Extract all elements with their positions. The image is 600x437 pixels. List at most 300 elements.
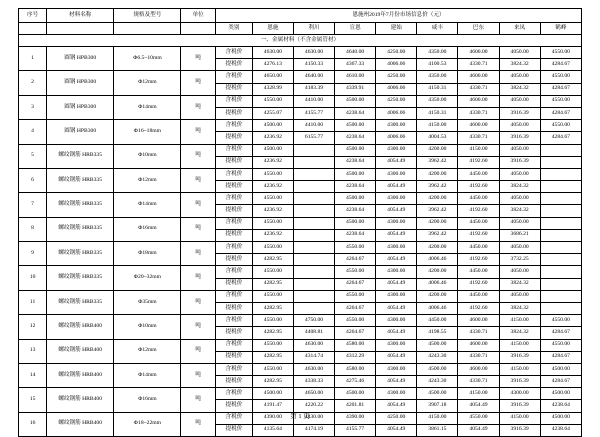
price-cell: 4054.49	[376, 205, 417, 217]
price-cell: 4314.74	[293, 351, 334, 363]
price-cell: 4054.49	[376, 302, 417, 314]
price-cell: 4328.99	[252, 83, 293, 95]
blank-num	[19, 23, 47, 35]
price-cell: 4300.00	[376, 120, 417, 132]
row-unit: 吨	[181, 120, 216, 144]
price-cell: 4550.00	[540, 95, 581, 107]
row-unit: 吨	[181, 363, 216, 387]
price-cell: 4300.00	[376, 266, 417, 278]
price-cell: 4500.00	[417, 363, 458, 375]
price-cell: 4500.00	[335, 388, 376, 400]
price-cell: 4630.00	[252, 47, 293, 59]
table-row	[19, 363, 582, 375]
row-material-name: 螺纹钢筋 HRB335	[47, 144, 114, 168]
price-cell: 4238.64	[335, 181, 376, 193]
price-cell: 3962.42	[417, 156, 458, 168]
row-number: 15	[19, 388, 47, 412]
col-header-num: 序号	[19, 9, 47, 23]
price-type-label: 提税价	[216, 278, 253, 290]
price-cell: 4150.33	[293, 59, 334, 71]
price-cell: 4450.00	[458, 217, 499, 229]
price-cell: 4550.00	[252, 266, 293, 278]
price-cell: 4650.00	[293, 388, 334, 400]
row-material-name: 螺纹钢筋 HRB335	[47, 217, 114, 241]
price-cell: 4255.07	[252, 107, 293, 119]
row-material-name: 圆钢 HPB300	[47, 95, 114, 119]
price-type-label: 提税价	[216, 181, 253, 193]
row-spec: Ф18mm	[114, 242, 181, 266]
price-cell: 4236.92	[252, 205, 293, 217]
price-type-label: 提税价	[216, 205, 253, 217]
col-header-city-enshi: 恩施	[252, 23, 293, 35]
price-cell: 4600.00	[458, 47, 499, 59]
price-cell: 4192.60	[458, 229, 499, 241]
price-cell: 3824.32	[499, 327, 540, 339]
col-header-unit: 单位	[181, 9, 216, 23]
price-cell: 4276.13	[252, 59, 293, 71]
price-cell: 4500.00	[335, 144, 376, 156]
price-cell: 4264.67	[335, 254, 376, 266]
row-number: 11	[19, 290, 47, 314]
price-cell: 4006.06	[376, 83, 417, 95]
price-cell: 4050.00	[499, 71, 540, 83]
price-type-label: 含税价	[216, 47, 253, 59]
col-header-city-laifeng: 来凤	[499, 23, 540, 35]
row-spec: Ф35mm	[114, 290, 181, 314]
section-category-row	[19, 35, 582, 47]
row-unit: 吨	[181, 266, 216, 290]
blank-material	[47, 23, 114, 35]
price-cell: 4054.49	[376, 229, 417, 241]
price-cell: 4500.00	[335, 95, 376, 107]
row-spec: Ф12mm	[114, 168, 181, 192]
price-cell: 4200.00	[417, 290, 458, 302]
price-cell: 4250.00	[376, 95, 417, 107]
price-cell: 4200.00	[417, 217, 458, 229]
col-header-spec: 规格及型号	[114, 9, 181, 23]
price-cell: 4006.06	[376, 132, 417, 144]
price-cell: 4500.00	[540, 388, 581, 400]
price-cell: 4054.49	[376, 351, 417, 363]
price-cell	[540, 217, 581, 229]
price-cell: 4006.06	[376, 107, 417, 119]
price-cell: 4054.49	[458, 400, 499, 412]
price-cell: 4050.00	[499, 168, 540, 180]
row-spec: Ф14mm	[114, 95, 181, 119]
price-cell: 4100.53	[417, 59, 458, 71]
price-type-label: 提税价	[216, 107, 253, 119]
row-material-name: 螺纹钢筋 HRB335	[47, 290, 114, 314]
row-unit: 吨	[181, 168, 216, 192]
price-cell: 4450.00	[417, 315, 458, 327]
price-cell: 4192.60	[458, 205, 499, 217]
price-cell: 4050.00	[499, 193, 540, 205]
row-unit: 吨	[181, 242, 216, 266]
price-cell: 4600.00	[458, 120, 499, 132]
price-cell: 4410.00	[293, 120, 334, 132]
col-header-city-lichuan: 利川	[293, 23, 334, 35]
price-cell: 3686.21	[499, 229, 540, 241]
price-cell: 4450.00	[458, 242, 499, 254]
price-type-label: 含税价	[216, 315, 253, 327]
row-spec: Ф16mm	[114, 217, 181, 241]
price-cell: 4350.00	[417, 95, 458, 107]
price-cell: 4264.67	[335, 302, 376, 314]
price-type-label: 含税价	[216, 412, 253, 424]
price-cell	[293, 205, 334, 217]
table-row	[19, 339, 582, 351]
price-cell	[293, 242, 334, 254]
price-cell: 4054.49	[376, 327, 417, 339]
row-number: 7	[19, 193, 47, 217]
document-title: 恩施州2019年7月份市场信息价（元）	[216, 9, 582, 23]
price-cell: 3962.42	[417, 181, 458, 193]
table-body	[19, 9, 582, 437]
price-cell: 6155.77	[293, 132, 334, 144]
price-cell: 4550.00	[540, 315, 581, 327]
price-cell: 4284.67	[540, 107, 581, 119]
price-cell	[540, 242, 581, 254]
price-cell: 4600.00	[458, 315, 499, 327]
price-cell: 4550.00	[252, 339, 293, 351]
price-cell: 4500.00	[252, 388, 293, 400]
price-cell: 4500.00	[335, 120, 376, 132]
price-cell: 3907.18	[417, 400, 458, 412]
price-type-label: 含税价	[216, 388, 253, 400]
price-cell: 4300.00	[376, 144, 417, 156]
price-cell: 4284.67	[540, 59, 581, 71]
price-type-label: 含税价	[216, 193, 253, 205]
price-cell	[293, 229, 334, 241]
row-spec: Ф6.5~10mm	[114, 47, 181, 71]
price-cell	[293, 266, 334, 278]
price-cell: 4243.30	[417, 376, 458, 388]
price-cell: 4200.00	[417, 168, 458, 180]
price-cell	[540, 181, 581, 193]
price-cell: 4300.00	[376, 290, 417, 302]
price-cell	[540, 266, 581, 278]
price-type-label: 提税价	[216, 351, 253, 363]
price-cell: 4550.00	[540, 339, 581, 351]
price-type-label: 提税价	[216, 254, 253, 266]
price-cell: 3824.32	[499, 302, 540, 314]
row-unit: 吨	[181, 412, 216, 436]
price-cell: 4155.77	[293, 107, 334, 119]
price-cell: 3861.15	[417, 424, 458, 436]
price-cell: 4580.00	[335, 339, 376, 351]
price-cell	[293, 290, 334, 302]
price-cell: 4054.49	[376, 376, 417, 388]
table-row	[19, 71, 582, 83]
price-cell: 4300.00	[376, 217, 417, 229]
row-material-name: 螺纹钢筋 HRB335	[47, 193, 114, 217]
price-cell: 4550.00	[252, 363, 293, 375]
price-type-label: 含税价	[216, 95, 253, 107]
row-spec: Ф14mm	[114, 193, 181, 217]
price-cell: 4200.00	[417, 193, 458, 205]
price-cell: 4192.60	[458, 254, 499, 266]
price-cell: 4500.00	[417, 339, 458, 351]
row-material-name: 螺纹钢筋 HRB335	[47, 266, 114, 290]
price-cell: 4275.46	[335, 376, 376, 388]
price-cell: 3824.32	[499, 83, 540, 95]
row-spec: Ф10mm	[114, 144, 181, 168]
price-cell: 4054.49	[376, 181, 417, 193]
price-cell: 4330.71	[458, 376, 499, 388]
table-row	[19, 242, 582, 254]
row-unit: 吨	[181, 71, 216, 95]
page-footer: 第 1 页	[290, 413, 310, 420]
price-cell: 4006.46	[417, 278, 458, 290]
row-unit: 吨	[181, 47, 216, 71]
row-number: 9	[19, 242, 47, 266]
price-cell: 4300.00	[376, 315, 417, 327]
row-unit: 吨	[181, 193, 216, 217]
price-cell: 4284.67	[540, 83, 581, 95]
price-cell: 4284.67	[540, 132, 581, 144]
table-row	[19, 290, 582, 302]
price-cell: 4200.00	[417, 242, 458, 254]
row-number: 14	[19, 363, 47, 387]
price-type-label: 含税价	[216, 290, 253, 302]
price-cell: 4580.00	[335, 363, 376, 375]
price-cell: 4282.95	[252, 302, 293, 314]
price-cell: 4192.60	[458, 156, 499, 168]
row-material-name: 螺纹钢筋 HRB400	[47, 412, 114, 436]
row-spec: Ф12mm	[114, 71, 181, 95]
price-cell: 4300.00	[376, 242, 417, 254]
table-row	[19, 168, 582, 180]
price-cell	[540, 193, 581, 205]
price-cell: 4500.00	[252, 144, 293, 156]
price-cell: 4150.00	[499, 412, 540, 424]
price-type-label: 含税价	[216, 242, 253, 254]
price-cell: 4250.00	[376, 412, 417, 424]
price-cell: 4630.00	[293, 363, 334, 375]
price-cell: 4006.06	[376, 59, 417, 71]
table-row	[19, 95, 582, 107]
price-cell: 4550.00	[335, 315, 376, 327]
price-cell: 4192.60	[458, 181, 499, 193]
price-cell: 4410.00	[293, 95, 334, 107]
price-cell: 3824.32	[499, 59, 540, 71]
price-cell: 4300.00	[376, 168, 417, 180]
price-cell: 4450.00	[458, 290, 499, 302]
row-spec: Ф20~32mm	[114, 266, 181, 290]
price-cell: 4054.49	[376, 254, 417, 266]
price-cell: 4500.00	[252, 120, 293, 132]
price-cell: 4050.00	[499, 266, 540, 278]
price-cell: 4243.30	[417, 351, 458, 363]
blank-spec	[114, 23, 181, 35]
price-cell: 4264.67	[335, 327, 376, 339]
row-unit: 吨	[181, 339, 216, 363]
price-cell: 4198.55	[417, 327, 458, 339]
price-cell: 3732.25	[499, 254, 540, 266]
price-cell	[293, 217, 334, 229]
price-cell	[540, 278, 581, 290]
price-cell: 3916.39	[499, 376, 540, 388]
price-cell: 4610.00	[335, 71, 376, 83]
price-cell: 4600.00	[458, 71, 499, 83]
price-cell: 4550.00	[335, 290, 376, 302]
price-cell	[540, 302, 581, 314]
price-cell: 4550.00	[252, 290, 293, 302]
price-type-label: 含税价	[216, 363, 253, 375]
price-cell: 3962.42	[417, 229, 458, 241]
price-cell	[293, 254, 334, 266]
col-header-city-xianfeng: 咸丰	[417, 23, 458, 35]
price-type-label: 含税价	[216, 144, 253, 156]
row-material-name: 圆钢 HPB300	[47, 47, 114, 71]
price-cell: 4150.00	[417, 120, 458, 132]
price-cell	[293, 144, 334, 156]
row-material-name: 圆钢 HPB300	[47, 71, 114, 95]
row-number: 13	[19, 339, 47, 363]
price-cell: 4640.00	[335, 47, 376, 59]
table-row	[19, 47, 582, 59]
price-type-label: 提税价	[216, 400, 253, 412]
row-number: 1	[19, 47, 47, 71]
price-cell: 4174.19	[293, 424, 334, 436]
price-type-label: 提税价	[216, 229, 253, 241]
price-cell: 4630.00	[293, 339, 334, 351]
price-cell: 4550.00	[335, 266, 376, 278]
col-header-city-badong: 巴东	[458, 23, 499, 35]
price-cell: 4550.00	[252, 193, 293, 205]
price-cell: 4600.00	[458, 339, 499, 351]
price-type-label: 提税价	[216, 327, 253, 339]
row-number: 12	[19, 315, 47, 339]
row-number: 2	[19, 71, 47, 95]
price-cell: 4006.46	[417, 302, 458, 314]
price-cell: 4238.64	[540, 424, 581, 436]
row-number: 6	[19, 168, 47, 192]
row-unit: 吨	[181, 290, 216, 314]
price-cell: 4500.00	[540, 412, 581, 424]
price-cell: 4550.00	[252, 217, 293, 229]
price-cell: 4650.00	[252, 71, 293, 83]
price-cell: 4150.00	[458, 388, 499, 400]
price-cell	[293, 156, 334, 168]
price-cell: 4150.00	[499, 363, 540, 375]
price-cell: 4054.49	[376, 424, 417, 436]
price-cell: 3824.32	[499, 205, 540, 217]
price-cell: 4500.00	[335, 193, 376, 205]
price-cell: 4500.00	[335, 168, 376, 180]
price-table	[18, 8, 582, 437]
price-cell: 4330.71	[458, 351, 499, 363]
row-material-name: 圆钢 HPB300	[47, 120, 114, 144]
price-cell: 3916.39	[499, 107, 540, 119]
price-cell: 4200.00	[417, 144, 458, 156]
price-cell: 4350.00	[417, 47, 458, 59]
price-cell	[293, 302, 334, 314]
price-type-label: 含税价	[216, 168, 253, 180]
price-cell: 4006.46	[417, 254, 458, 266]
price-cell: 4236.92	[252, 229, 293, 241]
price-cell: 4330.71	[458, 59, 499, 71]
price-cell: 4284.67	[540, 351, 581, 363]
price-cell: 4054.49	[376, 400, 417, 412]
price-cell: 3916.39	[499, 424, 540, 436]
price-cell: 4312.29	[335, 351, 376, 363]
price-cell: 4550.00	[458, 412, 499, 424]
price-type-label: 提税价	[216, 302, 253, 314]
row-material-name: 螺纹钢筋 HRB400	[47, 315, 114, 339]
price-cell: 4150.31	[417, 83, 458, 95]
row-material-name: 螺纹钢筋 HRB335	[47, 242, 114, 266]
price-cell: 4550.00	[540, 120, 581, 132]
price-cell: 4408.81	[293, 327, 334, 339]
price-cell: 4250.00	[376, 47, 417, 59]
price-cell: 4550.00	[252, 168, 293, 180]
price-cell: 4338.33	[293, 376, 334, 388]
price-type-label: 提税价	[216, 424, 253, 436]
price-cell: 3916.39	[499, 400, 540, 412]
row-number: 8	[19, 217, 47, 241]
price-cell: 4300.00	[376, 388, 417, 400]
price-cell: 4600.00	[458, 363, 499, 375]
price-type-label: 含税价	[216, 120, 253, 132]
price-cell: 4050.00	[499, 120, 540, 132]
price-cell: 4150.00	[499, 339, 540, 351]
price-cell: 4750.00	[293, 315, 334, 327]
row-unit: 吨	[181, 95, 216, 119]
price-cell	[540, 229, 581, 241]
col-header-city-jianshi: 建始	[376, 23, 417, 35]
row-unit: 吨	[181, 388, 216, 412]
row-spec: Ф16~18mm	[114, 120, 181, 144]
price-cell: 4201.81	[335, 400, 376, 412]
col-header-city-hefeng: 鹤峰	[540, 23, 581, 35]
price-cell: 4264.67	[335, 278, 376, 290]
price-cell: 4300.00	[376, 363, 417, 375]
table-row	[19, 217, 582, 229]
price-cell	[540, 156, 581, 168]
table-row	[19, 144, 582, 156]
price-cell: 4054.49	[458, 424, 499, 436]
price-cell: 4236.92	[252, 132, 293, 144]
price-cell: 4300.00	[376, 193, 417, 205]
row-material-name: 螺纹钢筋 HRB400	[47, 388, 114, 412]
price-cell: 4550.00	[335, 242, 376, 254]
price-cell: 4150.00	[417, 412, 458, 424]
city-header-row	[19, 23, 582, 35]
price-cell: 4183.39	[293, 83, 334, 95]
price-cell: 4050.00	[499, 144, 540, 156]
row-number: 5	[19, 144, 47, 168]
price-cell: 4500.00	[540, 363, 581, 375]
price-cell: 4600.00	[458, 95, 499, 107]
table-row	[19, 120, 582, 132]
price-cell: 4282.95	[252, 327, 293, 339]
price-cell: 4390.00	[335, 412, 376, 424]
price-cell: 4450.00	[458, 193, 499, 205]
price-cell: 4236.92	[252, 156, 293, 168]
price-cell: 4339.91	[335, 83, 376, 95]
price-cell: 3916.39	[499, 351, 540, 363]
price-cell: 4390.00	[252, 412, 293, 424]
price-cell: 4192.60	[458, 302, 499, 314]
price-type-label: 提税价	[216, 156, 253, 168]
price-cell: 4550.00	[252, 242, 293, 254]
price-cell: 4191.47	[252, 400, 293, 412]
price-cell: 4550.00	[540, 71, 581, 83]
price-cell: 4155.77	[335, 424, 376, 436]
price-cell: 3916.39	[499, 132, 540, 144]
table-row	[19, 388, 582, 400]
